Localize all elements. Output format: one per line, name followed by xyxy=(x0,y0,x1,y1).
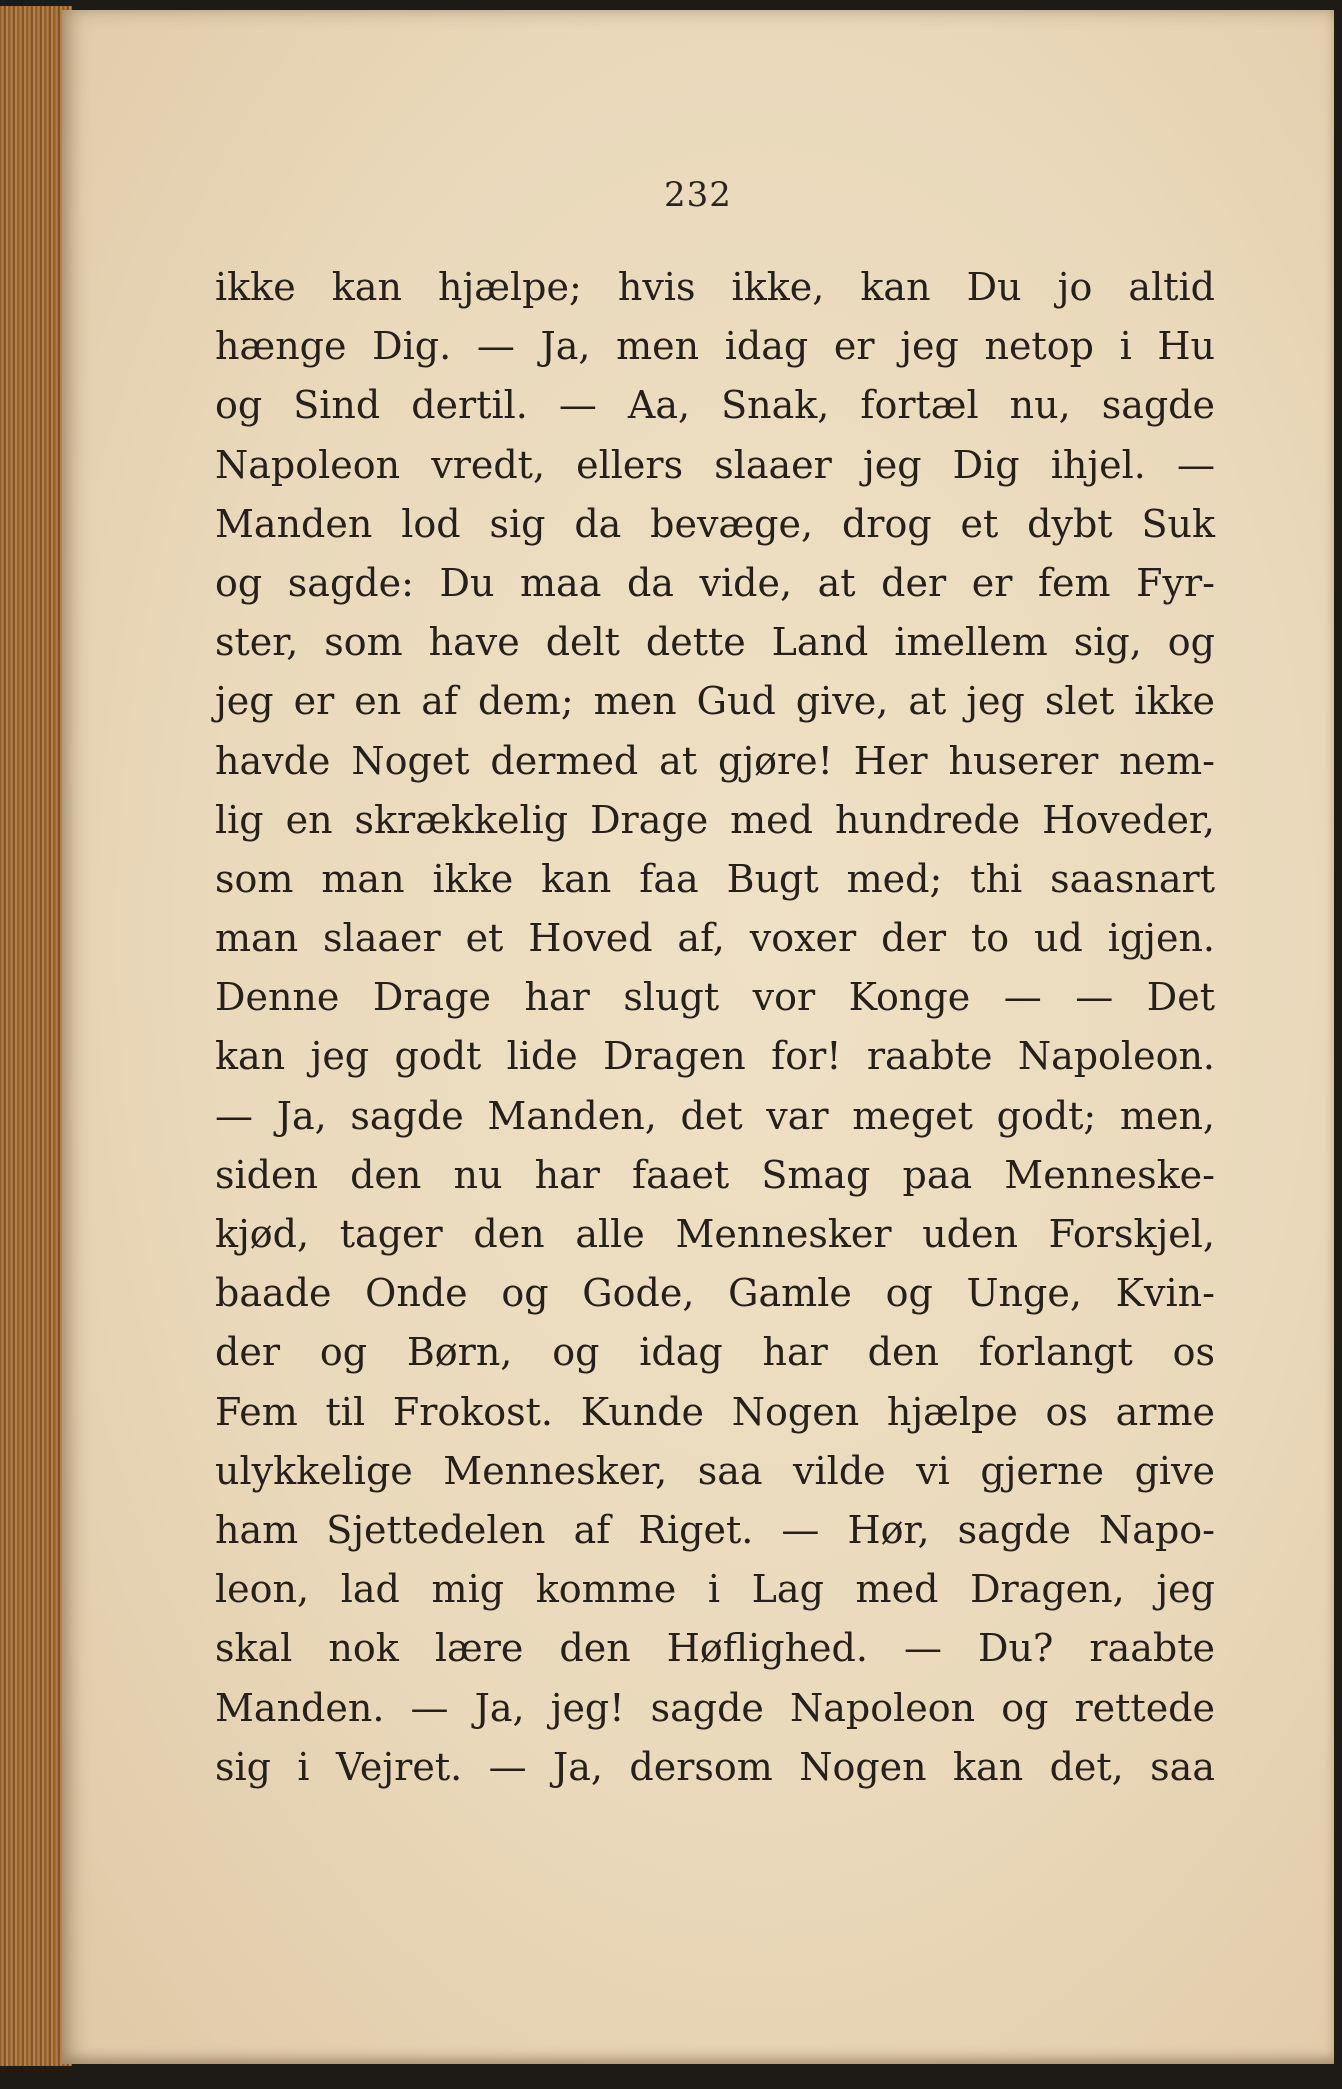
text-line: ham Sjettedelen af Riget. — Hør, sagde Napo- xyxy=(215,1507,1215,1552)
text-line: sig i Vejret. — Ja, dersom Nogen kan det, saa xyxy=(215,1744,1215,1789)
text-line: lig en skrækkelig Drage med hundrede Hoveder, xyxy=(215,797,1215,842)
text-line: som man ikke kan faa Bugt med; thi saasnart xyxy=(215,856,1215,901)
text-line: ulykkelige Mennesker, saa vilde vi gjerne give xyxy=(215,1448,1215,1493)
text-line: Manden lod sig da bevæge, drog et dybt Suk xyxy=(215,501,1215,546)
text-line: ster, som have delt dette Land imellem sig, og xyxy=(215,620,1215,665)
text-line: skal nok lære den Høflighed. — Du? raabte xyxy=(215,1626,1215,1671)
text-line: Manden. — Ja, jeg! sagde Napoleon og rettede xyxy=(215,1685,1215,1730)
text-line: der og Børn, og idag har den forlangt os xyxy=(215,1330,1215,1375)
page-number: 232 xyxy=(664,175,732,215)
text-line: og Sind dertil. — Aa, Snak, fortæl nu, sagde xyxy=(215,383,1215,428)
text-line: Napoleon vredt, ellers slaaer jeg Dig ihjel. — xyxy=(215,442,1215,487)
text-line: havde Noget dermed at gjøre! Her huserer nem- xyxy=(215,738,1215,783)
text-line: ikke kan hjælpe; hvis ikke, kan Du jo altid xyxy=(215,265,1215,309)
text-line: og sagde: Du maa da vide, at der er fem Fyr- xyxy=(215,560,1215,605)
body-text xyxy=(215,258,1215,1797)
text-line: hænge Dig. — Ja, men idag er jeg netop i Hu xyxy=(215,324,1215,369)
text-line: baade Onde og Gode, Gamle og Unge, Kvin- xyxy=(215,1271,1215,1316)
text-line: Fem til Frokost. Kunde Nogen hjælpe os arme xyxy=(215,1389,1215,1434)
text-line: Denne Drage har slugt vor Konge — — Det xyxy=(215,975,1215,1020)
text-line: siden den nu har faaet Smag paa Menneske- xyxy=(215,1152,1215,1197)
text-line: kjød, tager den alle Mennesker uden Forskjel, xyxy=(215,1212,1215,1256)
text-line: — Ja, sagde Manden, det var meget godt; men, xyxy=(215,1093,1215,1138)
text-line: leon, lad mig komme i Lag med Dragen, jeg xyxy=(215,1567,1215,1612)
text-line: kan jeg godt lide Dragen for! raabte Napoleon. xyxy=(215,1034,1215,1079)
text-line: man slaaer et Hoved af, voxer der to ud igjen. xyxy=(215,916,1215,961)
text-line: jeg er en af dem; men Gud give, at jeg slet ikke xyxy=(215,679,1215,724)
